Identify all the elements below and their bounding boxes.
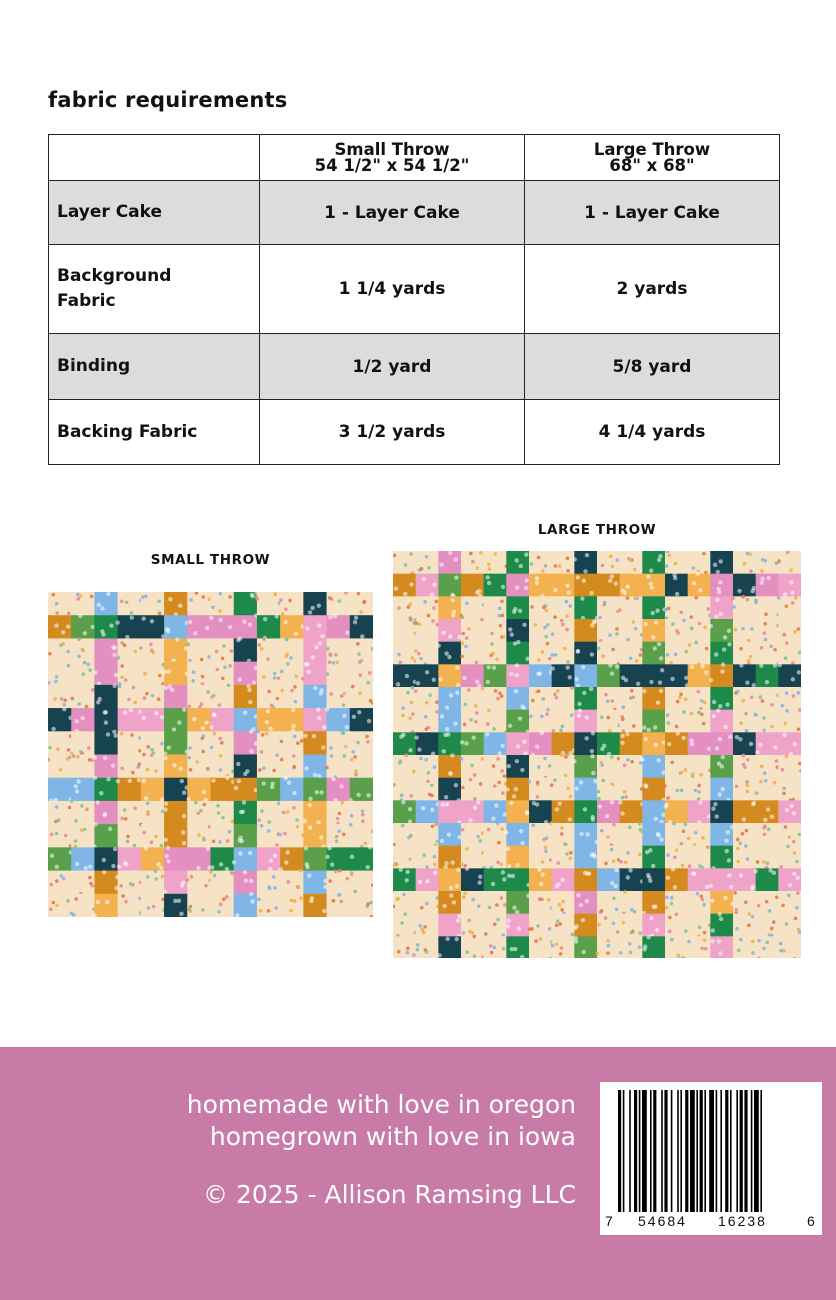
large-throw-value: 5/8 yard — [525, 334, 780, 400]
quilt-drawing — [48, 592, 373, 917]
barcode — [600, 1082, 822, 1235]
header-small-throw — [260, 135, 525, 181]
barcode-bars — [618, 1090, 804, 1212]
barcode-lead-digit: 7 — [605, 1213, 613, 1229]
barcode-left-digits: 54684 — [638, 1213, 687, 1229]
copyright-text: © 2025 - Allison Ramsing LLC — [203, 1180, 576, 1209]
table-row — [49, 245, 780, 334]
row-label: Layer Cake — [49, 181, 260, 245]
large-throw-label: LARGE THROW — [537, 522, 657, 538]
table-row — [49, 400, 780, 465]
barcode-right-digits: 16238 — [718, 1213, 767, 1229]
large-throw-value: 4 1/4 yards — [525, 400, 780, 465]
header-large-title: Large Throw — [593, 139, 711, 159]
barcode-check-digit: 6 — [807, 1213, 815, 1229]
header-large-size: 68" x 68" — [609, 155, 695, 175]
header-large-throw — [525, 135, 780, 181]
quilt-drawing — [393, 551, 801, 958]
table-header-row — [49, 135, 780, 181]
header-small-title: Small Throw — [334, 139, 450, 159]
fabric-requirements-table — [48, 134, 780, 465]
table-row — [49, 334, 780, 400]
small-throw-quilt-image — [48, 592, 373, 917]
large-throw-quilt-image — [393, 551, 801, 958]
large-throw-value: 1 - Layer Cake — [525, 181, 780, 245]
small-throw-value: 1/2 yard — [260, 334, 525, 400]
row-label: Backing Fabric — [49, 400, 260, 465]
row-label: Background Fabric — [49, 245, 260, 334]
row-label: Binding — [49, 334, 260, 400]
table-row — [49, 181, 780, 245]
footer-line-oregon: homemade with love in oregon — [186, 1090, 576, 1119]
small-throw-value: 3 1/2 yards — [260, 400, 525, 465]
small-throw-value: 1 - Layer Cake — [260, 181, 525, 245]
footer-line-iowa: homegrown with love in iowa — [209, 1122, 576, 1151]
small-throw-label: SMALL THROW — [150, 552, 271, 568]
section-title: fabric requirements — [48, 88, 288, 112]
large-throw-value: 2 yards — [525, 245, 780, 334]
small-throw-value: 1 1/4 yards — [260, 245, 525, 334]
header-small-size: 54 1/2" x 54 1/2" — [314, 155, 470, 175]
header-empty-cell — [49, 135, 260, 181]
